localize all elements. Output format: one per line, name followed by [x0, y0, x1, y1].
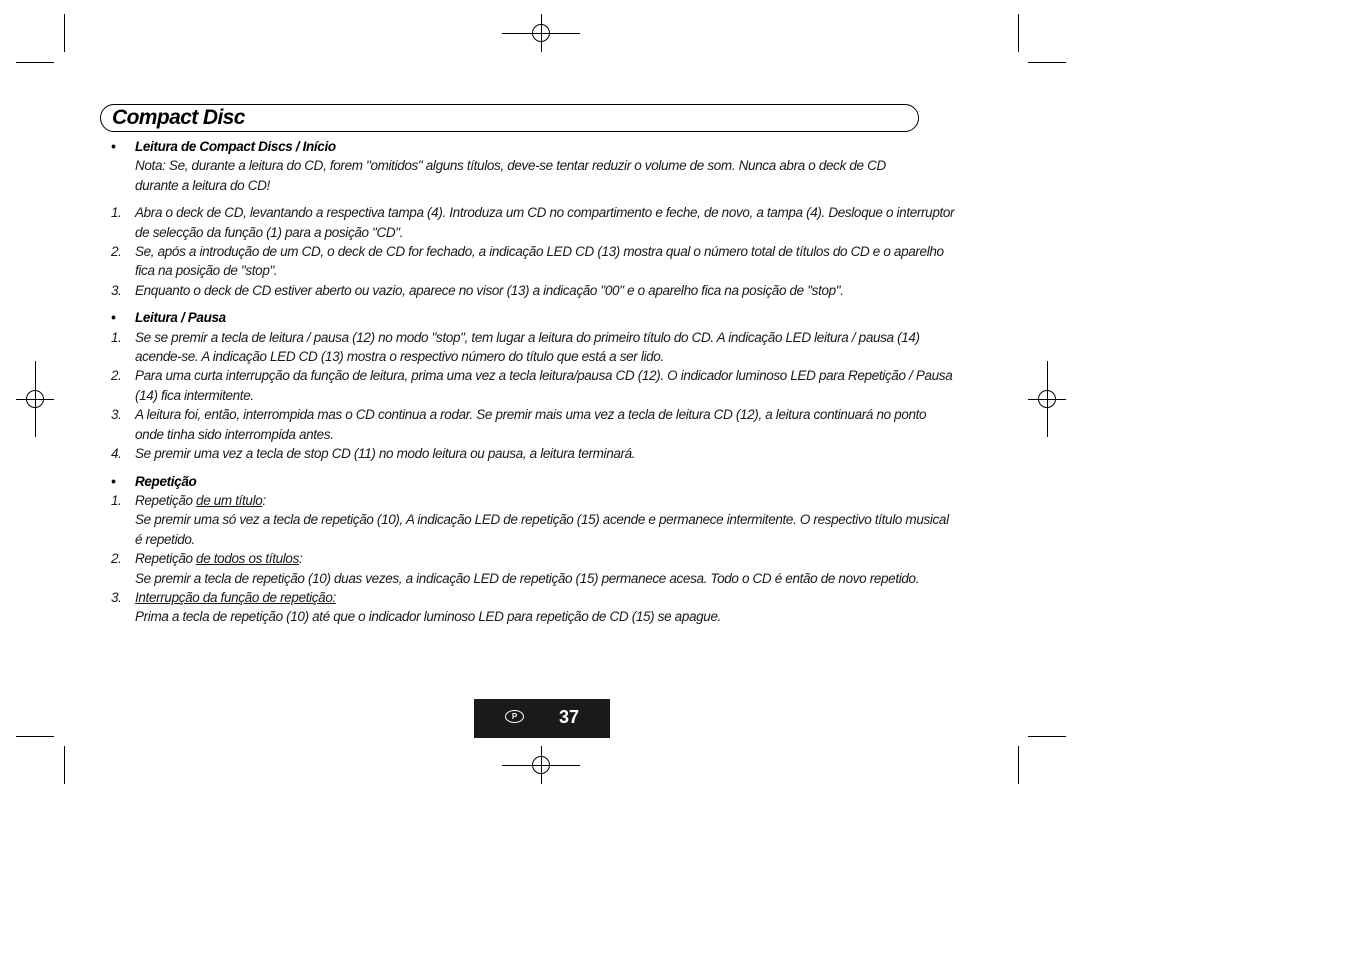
heading-text: Repetição — [135, 473, 197, 489]
item-line: Enquanto o deck de CD estiver aberto ou vazio, aparece no visor (13) a indicação "00" e o aparelho fica na posição de "stop". — [135, 282, 844, 298]
bullet: • — [111, 473, 116, 489]
crop-mark — [64, 746, 65, 784]
subheading-underlined: de todos os títulos — [196, 551, 299, 567]
document-body — [110, 137, 970, 627]
item-number: 3. — [111, 407, 122, 423]
item-line: Se premir a tecla de repetição (10) duas vezes, a indicação LED de repetição (15) permanece acesa. Todo o CD é então de novo repetido. — [135, 570, 920, 586]
bullet: • — [111, 139, 116, 154]
item-number: 2. — [111, 244, 122, 260]
heading-text: Leitura de Compact Discs / Início — [135, 139, 336, 154]
item-line: (14) fica intermitente. — [135, 387, 254, 403]
registration-circle — [26, 390, 44, 408]
item-line: Se premir uma só vez a tecla de repetição (10), A indicação LED de repetição (15) acende e permanece intermitente. O respectivo título musical — [135, 512, 949, 528]
crop-mark — [64, 14, 65, 52]
item-line: Se, após a introdução de um CD, o deck de CD for fechado, a indicação LED CD (13) mostra qual o número total de títulos do CD e o aparelho — [135, 244, 944, 260]
item-line: de selecção da função (1) para a posição "CD". — [135, 224, 404, 240]
subheading-suffix: : — [298, 551, 303, 567]
list-item — [110, 281, 970, 300]
item-line: A leitura foi, então, interrompida mas o CD continua a rodar. Se premir mais uma vez a tecla de leitura CD (12), a leitura continuará no ponto — [135, 407, 927, 423]
item-number: 3. — [111, 589, 122, 605]
item-line: Se premir uma vez a tecla de stop CD (11) no modo leitura ou pausa, a leitura terminará. — [135, 446, 636, 462]
item-line: Prima a tecla de repetição (10) até que o indicador luminoso LED para repetição de CD (15) se apague. — [135, 609, 722, 625]
registration-circle — [1038, 390, 1056, 408]
crop-mark — [1018, 14, 1019, 52]
item-line: fica na posição de "stop". — [135, 263, 278, 279]
subheading-underlined: de um título — [196, 492, 263, 508]
section-heading — [110, 308, 970, 327]
item-subheading — [135, 491, 970, 510]
item-number: 1. — [111, 329, 122, 345]
registration-circle — [532, 24, 550, 42]
subheading-underlined: Interrupção da função de repetição: — [135, 589, 336, 605]
crop-mark — [16, 62, 54, 63]
note-line: durante a leitura do CD! — [135, 177, 270, 193]
crop-mark — [1028, 736, 1066, 737]
item-line: Se se premir a tecla de leitura / pausa (12) no modo "stop", tem lugar a leitura do primeiro título do CD. A indicação LED leitura / pausa (14) — [135, 329, 920, 345]
item-line: acende-se. A indicação LED CD (13) mostra o respectivo número do título que está a ser lido. — [135, 349, 664, 365]
page-number: 37 — [559, 707, 580, 727]
list-item — [110, 491, 970, 549]
crop-mark — [1018, 746, 1019, 784]
item-subheading — [135, 549, 970, 568]
page-title: Compact Disc — [112, 106, 245, 129]
crop-mark — [1028, 62, 1066, 63]
registration-circle — [532, 756, 550, 774]
item-number: 2. — [111, 368, 122, 384]
note-line: Nota: Se, durante a leitura do CD, forem "omitidos" alguns títulos, deve-se tentar reduzir o volume de som. Nunca abra o deck de CD — [135, 158, 886, 174]
list-item — [110, 242, 970, 281]
language-badge: P — [505, 710, 524, 723]
list-item — [110, 366, 970, 405]
item-line: onde tinha sido interrompida antes. — [135, 426, 334, 442]
page-footer — [474, 699, 610, 738]
item-number: 4. — [111, 446, 122, 462]
item-number: 3. — [111, 282, 122, 298]
list-item — [110, 405, 970, 444]
list-item — [110, 588, 970, 627]
item-number: 1. — [111, 205, 122, 221]
section-title-box — [100, 104, 919, 132]
section-heading — [110, 137, 970, 156]
item-line: Para uma curta interrupção da função de leitura, prima uma vez a tecla leitura/pausa CD (12). O indicador luminoso LED para Repetição / Pausa — [135, 368, 953, 384]
subheading-suffix: : — [262, 492, 266, 508]
subheading-prefix: Repetição — [135, 492, 197, 508]
item-line: Abra o deck de CD, levantando a respectiva tampa (4). Introduza um CD no compartimento e feche, de novo, a tampa (4). Desloque o interruptor — [135, 205, 955, 221]
item-line: é repetido. — [135, 531, 195, 547]
item-number: 2. — [111, 551, 122, 567]
crop-mark — [16, 736, 54, 737]
subheading-prefix: Repetição — [135, 551, 197, 567]
list-item — [110, 444, 970, 463]
section-heading — [110, 472, 970, 491]
list-item — [110, 328, 970, 367]
list-item — [110, 549, 970, 588]
heading-text: Leitura / Pausa — [135, 310, 226, 326]
bullet: • — [111, 310, 116, 326]
item-number: 1. — [111, 492, 122, 508]
note — [110, 156, 970, 195]
list-item — [110, 203, 970, 242]
item-subheading — [135, 588, 970, 607]
